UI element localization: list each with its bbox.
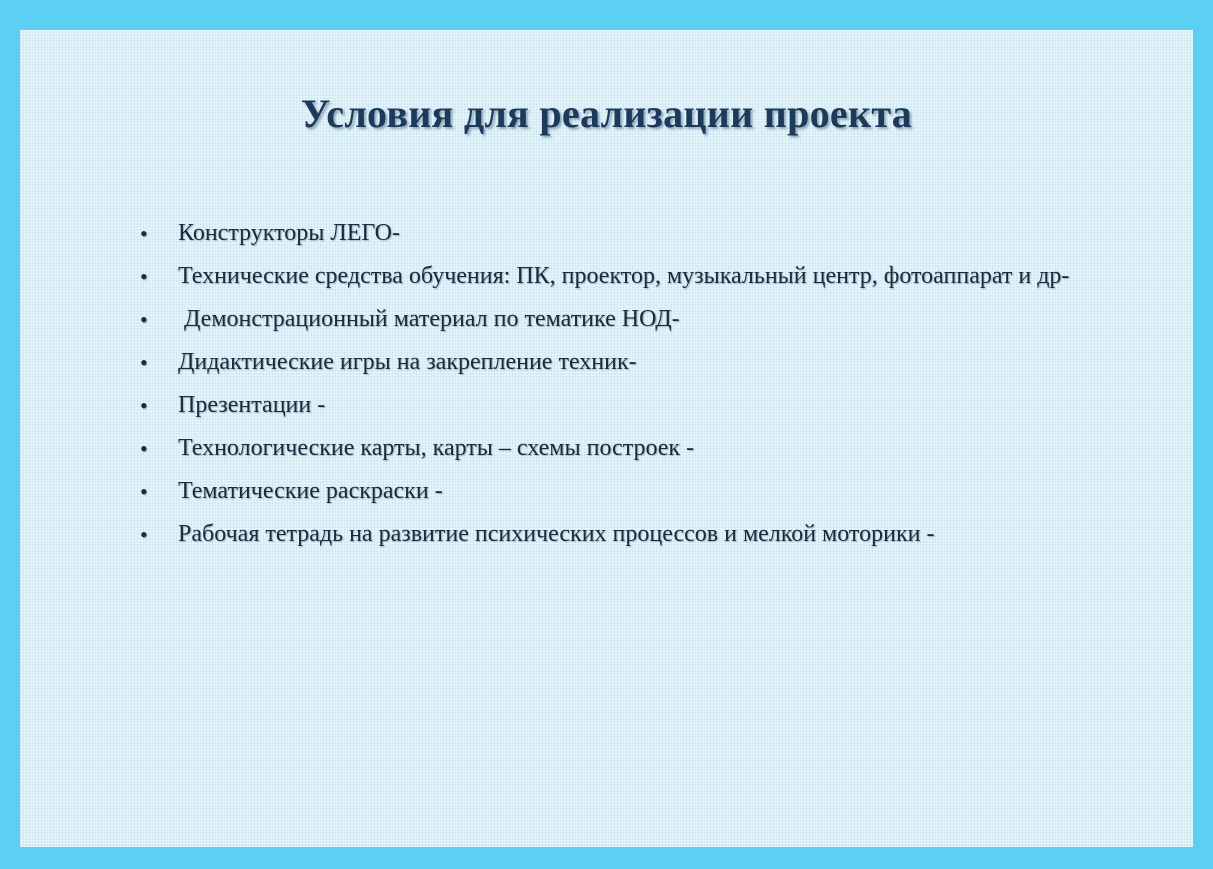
bullet-icon: • [140,436,148,461]
list-item-text: Рабочая тетрадь на развитие психических процессов и мелкой моторики - [178,521,935,547]
list-item [140,432,1086,465]
list-item-text: Конструкторы ЛЕГО- [178,220,400,246]
bullet-icon: • [140,479,148,504]
slide-title: Условия для реализации проекта [300,91,913,136]
list-item-text: Демонстрационный материал по тематике НОД- [178,306,680,332]
list-item [140,260,1086,293]
bullet-icon: • [140,221,148,246]
list-item [140,217,1086,250]
list-item [140,389,1086,422]
list-item [140,346,1086,379]
conditions-list [140,217,1086,561]
list-item-text: Тематические раскраски - [178,478,443,504]
bullet-icon: • [140,350,148,375]
list-item-text: Технологические карты, карты – схемы построек - [178,435,695,461]
list-item [140,518,1086,551]
list-item [140,303,1086,336]
slide-panel [20,30,1193,847]
list-item [140,475,1086,508]
list-item-text: Технические средства обучения: ПК, проектор, музыкальный центр, фотоаппарат и др- [178,263,1070,289]
bullet-icon: • [140,393,148,418]
bullet-icon: • [140,307,148,332]
list-item-text: Презентации - [178,392,326,418]
bullet-icon: • [140,522,148,547]
list-item-text: Дидактические игры на закрепление техник- [178,349,637,375]
bullet-icon: • [140,264,148,289]
